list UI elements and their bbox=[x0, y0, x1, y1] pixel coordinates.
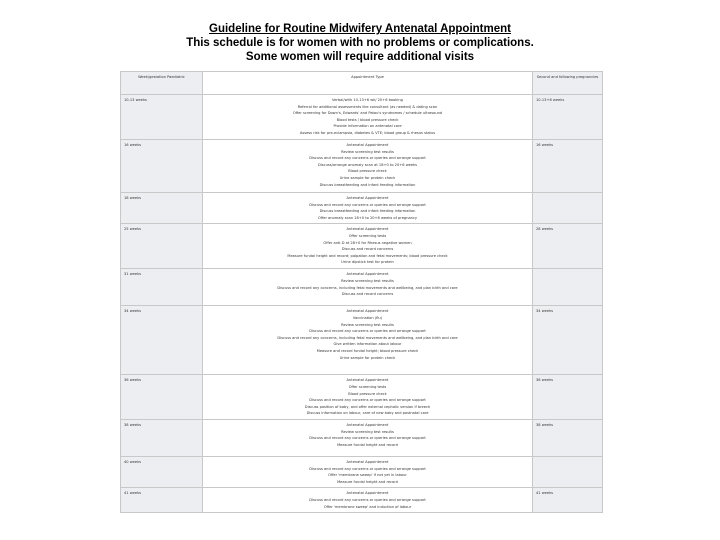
table-row bbox=[121, 306, 603, 375]
appointment-line: Discuss breastfeeding and infant feeding information bbox=[319, 182, 416, 187]
appointment-line: Offer screening for Down's, Edwards' and Patau's syndromes / schedule ultrasound bbox=[292, 111, 443, 116]
appointment-line: Discuss/arrange anomaly scan at 18+0 to 20+6 weeks bbox=[317, 162, 418, 167]
appointment-line: Discuss and record any concerns or queries and arrange support bbox=[309, 202, 426, 207]
other-pregnancies-cell: 10-13+6 weeks bbox=[533, 95, 603, 140]
other-pregnancies-cell: 36 weeks bbox=[533, 375, 603, 420]
appointment-line: Measure fundal height and record bbox=[337, 442, 398, 447]
appointment-line: Measure fundal height and record bbox=[337, 479, 398, 484]
appointment-line: Antenatal Appointment bbox=[346, 227, 389, 232]
appointment-line: Discuss and record any concerns, including fetal movements and wellbeing, and plan birth and care bbox=[277, 285, 458, 290]
appointment-cell bbox=[203, 140, 533, 193]
appointment-line: Blood pressure check bbox=[348, 391, 387, 396]
title-block bbox=[0, 22, 720, 64]
table-header-row bbox=[121, 72, 603, 95]
appointment-line: Discuss and record any concerns or queries and arrange support bbox=[309, 156, 426, 161]
appointment-line: Referral for additional assessments like consultant (as needed) & dating scan bbox=[297, 104, 438, 109]
appointment-line: Offer 'membrane sweep' if not yet in labour bbox=[328, 473, 407, 478]
column-header-week: Week/gestation Paediatric bbox=[121, 72, 203, 95]
appointment-cell bbox=[203, 488, 533, 513]
appointment-cell bbox=[203, 375, 533, 420]
appointment-line: Give written information about labour bbox=[333, 342, 402, 347]
appointment-line: Review screening test results bbox=[341, 429, 394, 434]
page-subtitle-2: Some women will require additional visits bbox=[245, 51, 475, 63]
appointment-cell bbox=[203, 456, 533, 487]
appointment-line: Discuss and record concerns bbox=[341, 247, 394, 252]
appointment-line: Offer screening tests bbox=[348, 233, 387, 238]
appointment-line: Antenatal Appointment bbox=[346, 196, 389, 200]
page-title: Guideline for Routine Midwifery Antenatal Appointment bbox=[209, 23, 511, 35]
appointment-line: Discuss position of baby, and offer external cephalic version if breech bbox=[304, 404, 431, 409]
appointment-line: Urine dipstick test for protein bbox=[341, 260, 394, 265]
page-subtitle-1: This schedule is for women with no problems or complications. bbox=[186, 37, 534, 49]
table-row bbox=[121, 375, 603, 420]
appointment-line: Antenatal Appointment bbox=[346, 272, 389, 277]
appointment-line: Review screening test results bbox=[341, 322, 394, 327]
appointment-line: Provide information on antenatal care bbox=[333, 124, 402, 129]
other-pregnancies-cell: 16 weeks bbox=[533, 140, 603, 193]
week-cell: 36 weeks bbox=[121, 375, 203, 420]
appointment-line: Assess risk for pre-eclampsia, diabetes & VTE; blood group & rhesus status bbox=[299, 130, 436, 135]
appointment-line: Discuss and record any concerns or queries and arrange support bbox=[309, 497, 426, 502]
table-row bbox=[121, 140, 603, 193]
week-cell: 38 weeks bbox=[121, 419, 203, 456]
appointment-line: Discuss and record any concerns, including fetal movements and wellbeing, and plan birth and care bbox=[277, 335, 458, 340]
other-pregnancies-cell bbox=[533, 456, 603, 487]
week-cell: 16 weeks bbox=[121, 140, 203, 193]
appointment-line: Measure and record fundal height; blood pressure check bbox=[316, 348, 419, 353]
appointment-line: Discuss and record any concerns or queries and arrange support bbox=[309, 329, 426, 334]
schedule-table bbox=[120, 71, 603, 513]
week-cell: 25 weeks bbox=[121, 224, 203, 269]
appointment-line: Discuss and record concerns bbox=[341, 292, 394, 297]
other-pregnancies-cell: 28 weeks bbox=[533, 224, 603, 269]
table-row bbox=[121, 269, 603, 306]
table-row bbox=[121, 456, 603, 487]
week-cell: 18 weeks bbox=[121, 193, 203, 224]
appointment-line: Review screening test results bbox=[341, 278, 394, 283]
other-pregnancies-cell bbox=[533, 269, 603, 306]
appointment-cell bbox=[203, 224, 533, 269]
table-row bbox=[121, 419, 603, 456]
appointment-line: Urine sample for protein check bbox=[339, 175, 396, 180]
appointment-line: Antenatal Appointment bbox=[346, 459, 389, 464]
appointment-line: Offer anti-D at 28+0 for Rhesus negative women bbox=[323, 240, 412, 245]
appointment-line: Offer screening tests bbox=[348, 384, 387, 389]
appointment-line: Measure fundal height and record; palpation and fetal movements; blood pressure check bbox=[287, 253, 448, 258]
appointment-line: Discuss and record any concerns or queries and arrange support bbox=[309, 398, 426, 403]
table-row bbox=[121, 224, 603, 269]
other-pregnancies-cell: 34 weeks bbox=[533, 306, 603, 375]
appointment-line: Antenatal Appointment bbox=[346, 143, 389, 147]
week-cell: 40 weeks bbox=[121, 456, 203, 487]
table-row bbox=[121, 193, 603, 224]
column-header-other: Second and following pregnancies bbox=[533, 72, 603, 95]
week-cell: 41 weeks bbox=[121, 488, 203, 513]
appointment-line: Discuss breastfeeding and infant feeding information bbox=[319, 209, 416, 214]
appointment-line: Discuss and record any concerns or queries and arrange support bbox=[309, 466, 426, 471]
week-cell: 31 weeks bbox=[121, 269, 203, 306]
other-pregnancies-cell bbox=[533, 193, 603, 224]
appointment-cell bbox=[203, 193, 533, 224]
appointment-line: Verbal/with 10-13+6 wk/ 20+6 booking bbox=[332, 98, 403, 102]
appointment-line: Urine sample for protein check bbox=[339, 355, 396, 360]
appointment-line: Discuss information on labour, care of new baby and postnatal care bbox=[306, 411, 429, 416]
week-cell: 10-13 weeks bbox=[121, 95, 203, 140]
table-row bbox=[121, 488, 603, 513]
other-pregnancies-cell: 38 weeks bbox=[533, 419, 603, 456]
appointment-cell bbox=[203, 269, 533, 306]
appointment-line: Blood tests / blood pressure check bbox=[336, 117, 399, 122]
appointment-line: Discuss and record any concerns or queries and arrange support bbox=[309, 436, 426, 441]
appointment-cell bbox=[203, 95, 533, 140]
appointment-line: Review screening test results bbox=[341, 149, 394, 154]
week-cell: 34 weeks bbox=[121, 306, 203, 375]
appointment-line: Antenatal Appointment bbox=[346, 378, 389, 383]
appointment-line: Blood pressure check bbox=[348, 169, 387, 174]
other-pregnancies-cell: 41 weeks bbox=[533, 488, 603, 513]
appointment-cell bbox=[203, 419, 533, 456]
appointment-line: Antenatal Appointment bbox=[346, 309, 389, 314]
table-row bbox=[121, 95, 603, 140]
column-header-appointment: Appointment Type bbox=[203, 72, 533, 95]
appointment-line: Offer 'membrane sweep' and induction of labour bbox=[323, 504, 412, 509]
appointment-line: Offer anomaly scan 18+0 to 20+6 weeks of pregnancy bbox=[317, 215, 418, 220]
appointment-cell bbox=[203, 306, 533, 375]
appointment-line: Antenatal Appointment bbox=[346, 491, 389, 496]
appointment-line: Vaccination (flu) bbox=[352, 315, 383, 320]
appointment-line: Antenatal Appointment bbox=[346, 422, 389, 427]
